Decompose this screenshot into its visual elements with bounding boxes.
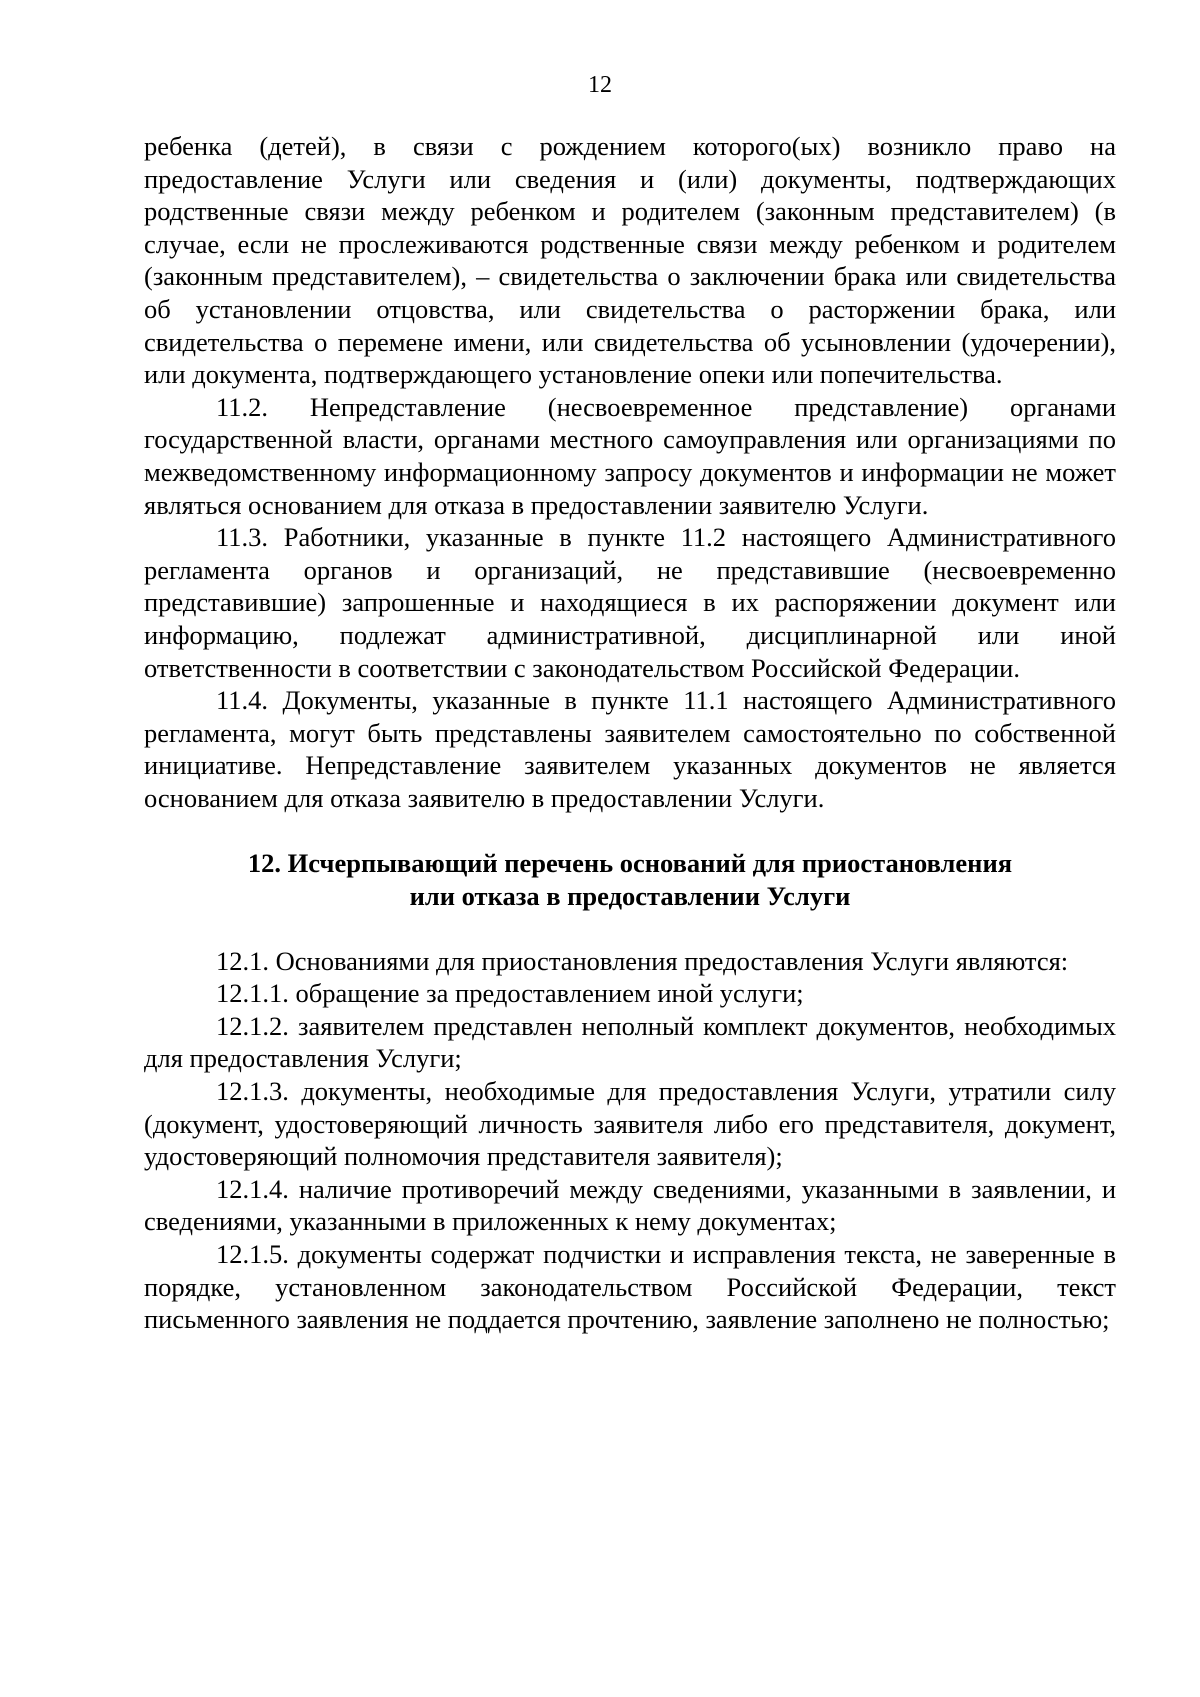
document-body [144,130,1116,1336]
paragraph-12-1-5 [144,1238,1116,1336]
paragraph-continuation [144,130,1116,391]
paragraph-12-1-2 [144,1010,1116,1075]
paragraph-number: 11.3. [216,522,269,553]
paragraph-text: Работники, указанные в пункте 11.2 настоящего Административного регламента органов и организаций, не представившие (несвоевременно представившие) запрошенные и находящиеся в их распоряжении документ или информацию, подлежат административной, дисциплинарной или иной ответственности в соответствии с законодательством Российской Федерации. [144,522,1117,683]
paragraph-text: наличие противоречий между сведениями, указанными в заявлении, и сведениями, указанными в приложенных к нему документах; [144,1173,1116,1237]
paragraph-text: заявителем представлен неполный комплект документов, необходимых для предоставления Услуги; [144,1010,1116,1074]
section-heading-line: или отказа в предоставлении Услуги [409,881,851,912]
paragraph-text: документы содержат подчистки и исправления текста, не заверенные в порядке, установленном законодательством Российской Федерации, текст письменного заявления не поддается прочтению, заявление заполнено не полностью; [144,1239,1116,1335]
paragraph-text: Документы, указанные в пункте 11.1 настоящего Административного регламента, могут быть представлены заявителем самостоятельно по собственной инициативе. Непредставление заявителем указанных документов не является основанием для отказа заявителю в предоставлении Услуги. [144,685,1117,813]
paragraph-11-4 [144,684,1116,814]
page-number: 12 [588,72,612,98]
section-heading-line: 12. Исчерпывающий перечень оснований для приостановления [247,848,1013,879]
paragraph-number: 11.4. [216,685,269,716]
paragraph-11-2 [144,391,1116,521]
paragraph-12-1-1 [144,977,1116,1010]
paragraph-text: документы, необходимые для предоставления Услуги, утратили силу (документ, удостоверяющий личность заявителя либо его представителя, документ, удостоверяющий полномочия представителя заявителя); [144,1076,1116,1172]
section-heading [144,847,1116,912]
paragraph-text: ребенка (детей), в связи с рождением которого(ых) возникло право на предоставление Услуги или сведения и (или) документы, подтверждающих родственные связи между ребенком и родителем (законным представителем) (в случае, если не прослеживаются родственные связи между ребенком и родителем (законным представителем), – свидетельства о заключении брака или свидетельства об установлении отцовства, или свидетельства о расторжении брака, или свидетельства о перемене имени, или свидетельства об усыновлении (удочерении), или документа, подтверждающего установление опеки или попечительства. [144,131,1116,390]
paragraph-number: 12.1.3. [216,1076,289,1107]
paragraph-text: Непредставление (несвоевременное представление) органами государственной власти, органами местного самоуправления или организациями по межведомственному информационному запросу документов и информации не может являться основанием для отказа в предоставлении заявителю Услуги. [144,391,1117,520]
paragraph-number: 12.1.1. [216,978,289,1009]
paragraph-number: 12.1.4. [216,1173,289,1204]
paragraph-number: 12.1.2. [216,1010,289,1041]
paragraph-12-1 [144,945,1116,978]
paragraph-number: 12.1. [216,945,269,976]
paragraph-text: обращение за предоставлением иной услуги; [295,978,804,1009]
paragraph-12-1-3 [144,1075,1116,1173]
paragraph-number: 11.2. [216,391,269,422]
paragraph-text: Основаниями для приостановления предоставления Услуги являются: [275,945,1069,976]
paragraph-11-3 [144,521,1116,684]
paragraph-number: 12.1.5. [216,1239,289,1269]
paragraph-12-1-4 [144,1173,1116,1238]
